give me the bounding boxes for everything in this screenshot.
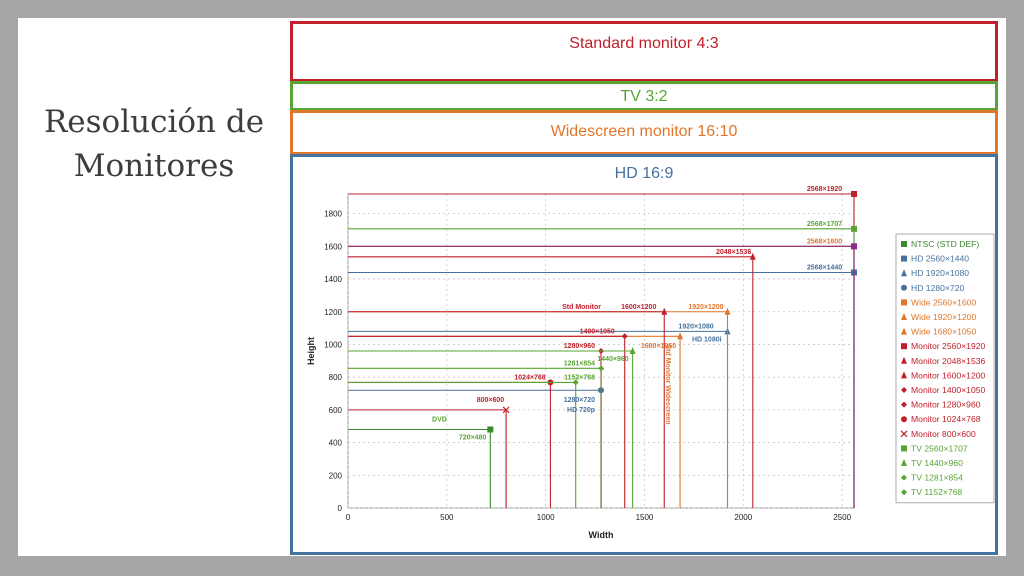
data-annotation: 1680×1050	[640, 343, 677, 350]
legend-marker	[901, 343, 907, 349]
x-tick-label: 0	[345, 513, 351, 522]
data-annotation: 2048×1536	[715, 248, 752, 256]
y-axis-label: Height	[306, 337, 316, 365]
data-annotation: 1600×1200	[621, 303, 657, 311]
data-annotation: 2568×1600	[806, 238, 843, 246]
data-annotation: 2568×1920	[806, 186, 843, 193]
data-annotation: 720×480	[458, 434, 487, 442]
y-tick-label: 200	[328, 471, 342, 481]
legend-entry: TV 1152×768	[911, 487, 963, 498]
y-tick-label: 1400	[324, 275, 342, 285]
data-annotation: Std Monitor	[562, 303, 601, 311]
legend-entry: TV 2560×1707	[911, 443, 968, 454]
y-tick-label: 1800	[324, 209, 342, 219]
data-annotation: 1920×1200	[688, 303, 724, 311]
x-tick-label: 1000	[536, 513, 555, 522]
widescreen-monitor-label: Widescreen monitor 16:10	[550, 123, 738, 140]
legend-entry: NTSC (STD DEF)	[911, 239, 980, 249]
data-annotation: 1400×1050	[579, 328, 615, 336]
legend-entry: Monitor 1600×1200	[911, 370, 986, 381]
data-point	[851, 226, 857, 232]
slide-title	[18, 100, 290, 188]
data-annotation: 1024×768	[514, 374, 546, 382]
data-annotation: 800×600	[476, 396, 505, 404]
data-annotation: 1920×1080	[678, 323, 714, 331]
data-annotation: 1152×768	[564, 374, 596, 382]
legend-entry: TV 1440×960	[911, 458, 963, 468]
tv-band	[290, 81, 998, 111]
legend-entry: Monitor 1024×768	[911, 414, 981, 425]
data-annotation: Std Monitor Widescreen	[664, 344, 672, 425]
hd-label: HD 16:9	[614, 165, 674, 182]
legend-marker	[901, 416, 907, 422]
data-annotation: 1440×960	[597, 356, 629, 364]
standard-monitor-band	[290, 21, 998, 82]
data-annotation: HD 1080i	[691, 336, 722, 344]
legend-entry: Monitor 800×600	[911, 428, 976, 439]
slide-title-line2: Monitores	[73, 148, 235, 184]
data-annotation: 2568×1707	[806, 220, 843, 228]
resolution-chart	[300, 182, 996, 548]
legend-entry: Monitor 2560×1920	[911, 341, 986, 352]
data-point	[487, 427, 493, 433]
y-tick-label: 0	[337, 504, 342, 513]
legend-entry: HD 2560×1440	[911, 253, 970, 264]
legend-entry: Wide 1680×1050	[911, 326, 977, 337]
tv-label: TV 3:2	[620, 88, 668, 105]
y-tick-label: 800	[328, 373, 342, 383]
legend-marker	[901, 445, 907, 451]
x-tick-label: 500	[440, 513, 454, 522]
legend-entry: Monitor 1400×1050	[911, 385, 986, 395]
legend-entry: Monitor 2048×1536	[911, 355, 986, 366]
slide-title-line1: Resolución de	[43, 104, 265, 140]
data-annotation: 1280×960	[563, 343, 596, 350]
data-annotation: DVD	[432, 416, 447, 424]
legend-marker	[901, 241, 907, 247]
standard-monitor-label: Standard monitor 4:3	[569, 35, 719, 52]
data-annotation: 1280×720	[563, 396, 596, 404]
y-tick-label: 1200	[324, 307, 342, 317]
widescreen-monitor-band	[290, 110, 998, 155]
x-tick-label: 2500	[833, 513, 852, 522]
data-annotation: HD 720p	[567, 406, 596, 414]
data-annotation: 1281×854	[563, 360, 596, 368]
legend-entry: Wide 1920×1200	[911, 312, 977, 322]
data-point	[851, 191, 857, 197]
data-annotation: 2568×1440	[806, 264, 843, 272]
legend-entry: Monitor 1280×960	[911, 399, 981, 410]
legend-entry: HD 1920×1080	[911, 268, 970, 279]
y-tick-label: 1600	[324, 242, 342, 252]
y-tick-label: 400	[328, 438, 342, 448]
legend-marker	[901, 299, 907, 305]
legend-entry: TV 1281×854	[911, 472, 963, 483]
x-axis-label: Width	[588, 530, 614, 540]
y-tick-label: 600	[328, 405, 342, 415]
x-tick-label: 2000	[734, 513, 753, 522]
legend-marker	[901, 285, 907, 291]
legend-entry: HD 1280×720	[911, 282, 965, 293]
legend-marker	[901, 256, 907, 262]
y-tick-label: 1000	[324, 340, 342, 350]
legend-entry: Wide 2560×1600	[911, 297, 977, 308]
data-point	[851, 243, 857, 249]
x-tick-label: 1500	[635, 513, 654, 522]
